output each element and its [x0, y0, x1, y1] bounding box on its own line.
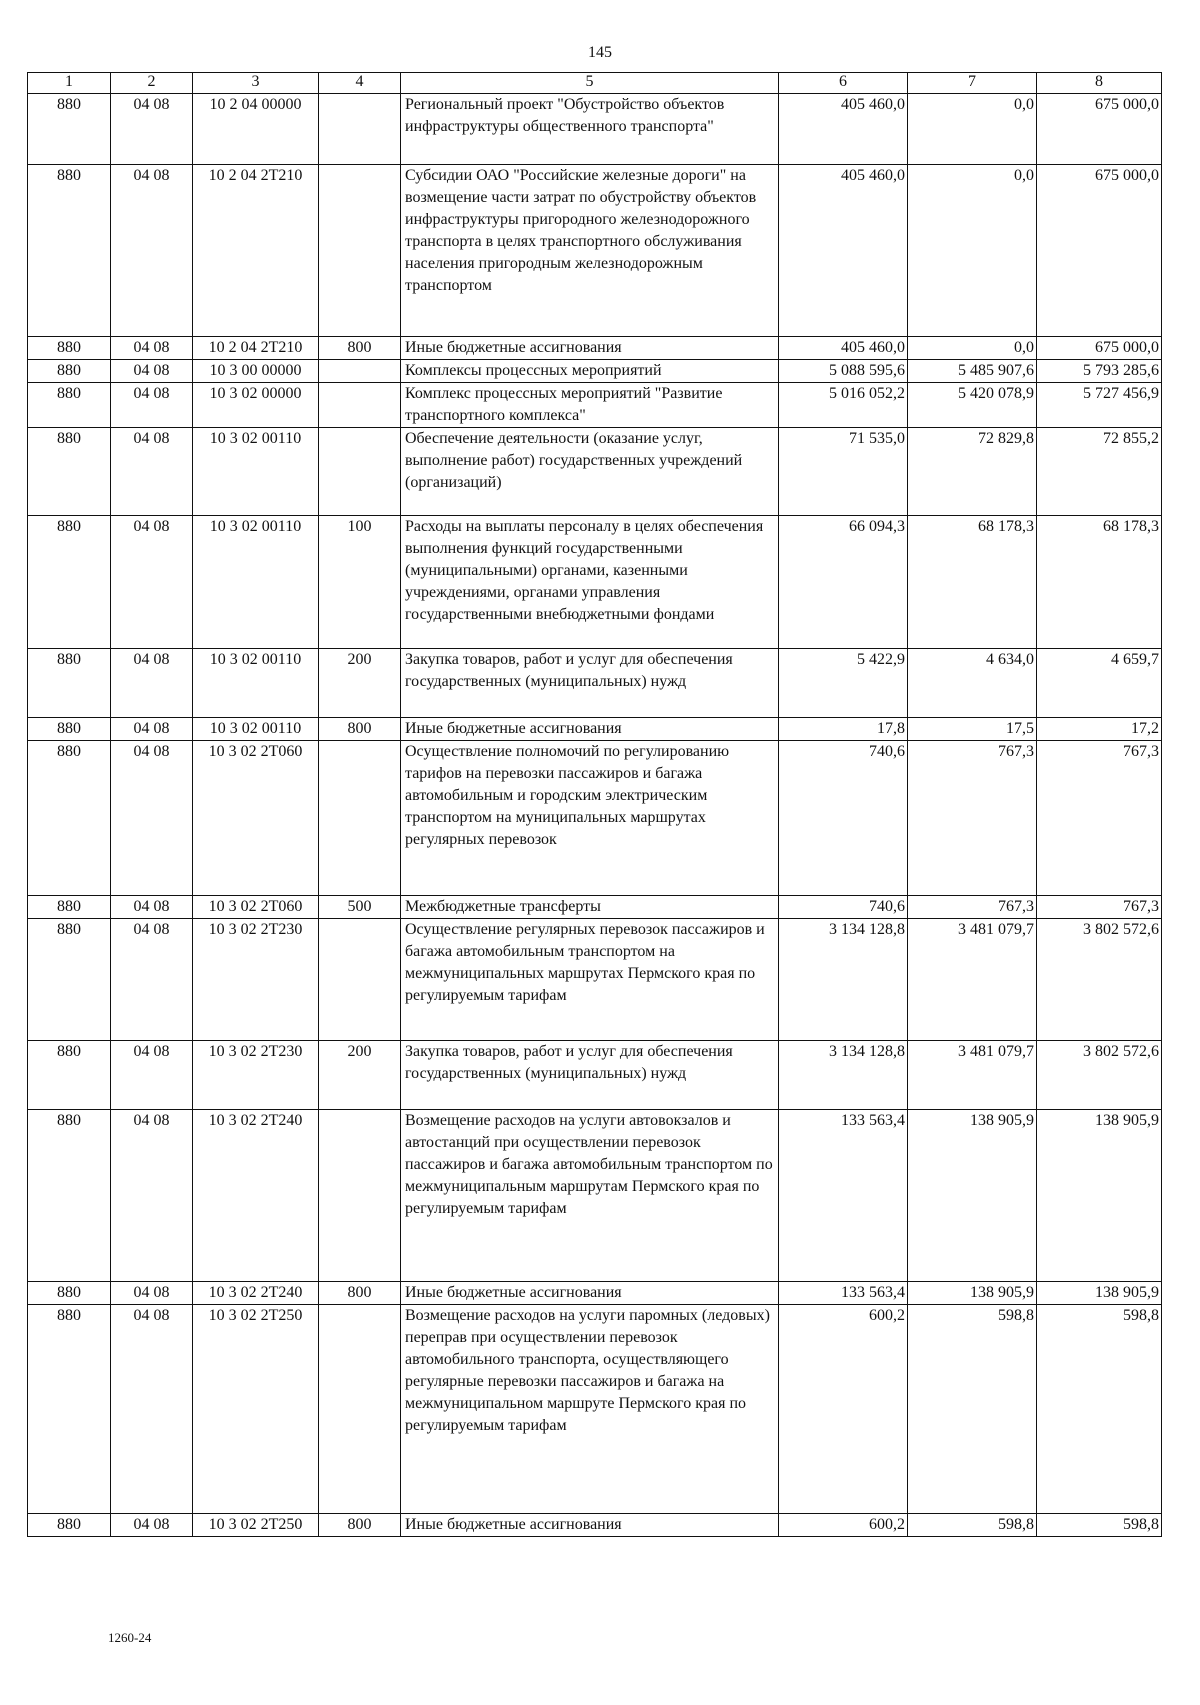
cell-description: Межбюджетные трансферты — [401, 896, 779, 919]
cell-amount-col8: 17,2 — [1037, 718, 1162, 741]
cell-grbs: 880 — [28, 1514, 111, 1537]
cell-amount-col6: 5 088 595,6 — [779, 360, 908, 383]
table-row — [28, 165, 1162, 337]
cell-target-article: 10 3 02 2Т060 — [193, 741, 319, 896]
cell-section: 04 08 — [111, 741, 193, 896]
table-row — [28, 649, 1162, 718]
cell-amount-col8: 598,8 — [1037, 1305, 1162, 1514]
cell-amount-col8: 767,3 — [1037, 741, 1162, 896]
cell-amount-col6: 405 460,0 — [779, 337, 908, 360]
cell-grbs: 880 — [28, 649, 111, 718]
cell-description: Расходы на выплаты персоналу в целях обеспечения выполнения функций государственными (муниципальными) органами, казенными учреждениями, органами управления государственными внебюджетными фондами — [401, 516, 779, 649]
table-row — [28, 741, 1162, 896]
cell-description: Иные бюджетные ассигнования — [401, 337, 779, 360]
cell-grbs: 880 — [28, 1282, 111, 1305]
cell-expense-type — [319, 1110, 401, 1282]
cell-grbs: 880 — [28, 516, 111, 649]
table-row — [28, 94, 1162, 165]
cell-amount-col8: 675 000,0 — [1037, 165, 1162, 337]
cell-amount-col6: 133 563,4 — [779, 1282, 908, 1305]
cell-amount-col8: 767,3 — [1037, 896, 1162, 919]
cell-amount-col7: 3 481 079,7 — [908, 919, 1037, 1041]
cell-amount-col6: 600,2 — [779, 1514, 908, 1537]
cell-amount-col7: 0,0 — [908, 94, 1037, 165]
cell-grbs: 880 — [28, 360, 111, 383]
column-header: 5 — [401, 73, 779, 94]
cell-target-article: 10 3 02 00110 — [193, 649, 319, 718]
cell-section: 04 08 — [111, 383, 193, 428]
cell-section: 04 08 — [111, 94, 193, 165]
cell-target-article: 10 3 02 00000 — [193, 383, 319, 428]
cell-grbs: 880 — [28, 1110, 111, 1282]
cell-amount-col7: 3 481 079,7 — [908, 1041, 1037, 1110]
cell-description: Иные бюджетные ассигнования — [401, 718, 779, 741]
cell-amount-col6: 405 460,0 — [779, 94, 908, 165]
cell-description: Иные бюджетные ассигнования — [401, 1514, 779, 1537]
page-number: 145 — [588, 44, 612, 61]
cell-amount-col7: 5 420 078,9 — [908, 383, 1037, 428]
table-row — [28, 428, 1162, 516]
cell-amount-col8: 3 802 572,6 — [1037, 919, 1162, 1041]
cell-description: Возмещение расходов на услуги паромных (ледовых) переправ при осуществлении перевозок автомобильного транспорта, осуществляющего регулярные перевозки пассажиров и багажа на межмуниципальном маршруте Пермского края по регулируемым тарифам — [401, 1305, 779, 1514]
cell-expense-type: 800 — [319, 1282, 401, 1305]
cell-grbs: 880 — [28, 94, 111, 165]
cell-amount-col7: 4 634,0 — [908, 649, 1037, 718]
cell-amount-col7: 5 485 907,6 — [908, 360, 1037, 383]
cell-description: Региональный проект "Обустройство объектов инфраструктуры общественного транспорта" — [401, 94, 779, 165]
cell-grbs: 880 — [28, 896, 111, 919]
cell-target-article: 10 3 02 2Т230 — [193, 1041, 319, 1110]
cell-description: Осуществление регулярных перевозок пассажиров и багажа автомобильным транспортом на межмуниципальных маршрутах Пермского края по регулируемым тарифам — [401, 919, 779, 1041]
cell-amount-col6: 71 535,0 — [779, 428, 908, 516]
cell-grbs: 880 — [28, 165, 111, 337]
cell-target-article: 10 3 00 00000 — [193, 360, 319, 383]
cell-description: Осуществление полномочий по регулированию тарифов на перевозки пассажиров и багажа автомобильным и городским электрическим транспортом на муниципальных маршрутах регулярных перевозок — [401, 741, 779, 896]
cell-amount-col7: 0,0 — [908, 165, 1037, 337]
footer-code: 1260-24 — [108, 1630, 152, 1645]
cell-section: 04 08 — [111, 1514, 193, 1537]
cell-amount-col8: 138 905,9 — [1037, 1110, 1162, 1282]
cell-section: 04 08 — [111, 1305, 193, 1514]
cell-expense-type: 800 — [319, 1514, 401, 1537]
cell-description: Субсидии ОАО "Российские железные дороги" на возмещение части затрат по обустройству объектов инфраструктуры пригородного железнодорожного транспорта в целях транспортного обслуживания населения пригородным железнодорожным транспортом — [401, 165, 779, 337]
cell-section: 04 08 — [111, 1041, 193, 1110]
table-row — [28, 718, 1162, 741]
cell-description: Закупка товаров, работ и услуг для обеспечения государственных (муниципальных) нужд — [401, 1041, 779, 1110]
table-row — [28, 1110, 1162, 1282]
table-row — [28, 1282, 1162, 1305]
cell-amount-col7: 72 829,8 — [908, 428, 1037, 516]
cell-expense-type: 800 — [319, 337, 401, 360]
cell-description: Иные бюджетные ассигнования — [401, 1282, 779, 1305]
cell-amount-col6: 740,6 — [779, 741, 908, 896]
cell-expense-type: 200 — [319, 1041, 401, 1110]
cell-description: Обеспечение деятельности (оказание услуг, выполнение работ) государственных учреждений (организаций) — [401, 428, 779, 516]
cell-target-article: 10 3 02 2Т230 — [193, 919, 319, 1041]
cell-grbs: 880 — [28, 1305, 111, 1514]
cell-amount-col8: 675 000,0 — [1037, 94, 1162, 165]
table-row — [28, 337, 1162, 360]
cell-grbs: 880 — [28, 919, 111, 1041]
table-row — [28, 896, 1162, 919]
cell-grbs: 880 — [28, 383, 111, 428]
cell-amount-col6: 405 460,0 — [779, 165, 908, 337]
cell-amount-col6: 740,6 — [779, 896, 908, 919]
cell-description: Комплекс процессных мероприятий "Развитие транспортного комплекса" — [401, 383, 779, 428]
cell-section: 04 08 — [111, 1110, 193, 1282]
cell-target-article: 10 2 04 2Т210 — [193, 337, 319, 360]
cell-target-article: 10 2 04 00000 — [193, 94, 319, 165]
cell-grbs: 880 — [28, 337, 111, 360]
cell-amount-col8: 68 178,3 — [1037, 516, 1162, 649]
cell-amount-col6: 133 563,4 — [779, 1110, 908, 1282]
cell-expense-type — [319, 428, 401, 516]
cell-section: 04 08 — [111, 919, 193, 1041]
cell-description: Закупка товаров, работ и услуг для обеспечения государственных (муниципальных) нужд — [401, 649, 779, 718]
table-row — [28, 383, 1162, 428]
cell-amount-col8: 72 855,2 — [1037, 428, 1162, 516]
column-header: 4 — [319, 73, 401, 94]
cell-section: 04 08 — [111, 896, 193, 919]
column-header: 1 — [28, 73, 111, 94]
cell-target-article: 10 3 02 00110 — [193, 516, 319, 649]
cell-section: 04 08 — [111, 718, 193, 741]
cell-amount-col7: 767,3 — [908, 741, 1037, 896]
table-row — [28, 1514, 1162, 1537]
table-body — [28, 94, 1162, 1537]
cell-amount-col6: 66 094,3 — [779, 516, 908, 649]
column-header: 7 — [908, 73, 1037, 94]
cell-amount-col6: 3 134 128,8 — [779, 919, 908, 1041]
cell-amount-col7: 598,8 — [908, 1305, 1037, 1514]
cell-section: 04 08 — [111, 360, 193, 383]
cell-expense-type — [319, 165, 401, 337]
cell-amount-col8: 675 000,0 — [1037, 337, 1162, 360]
cell-amount-col7: 17,5 — [908, 718, 1037, 741]
cell-grbs: 880 — [28, 1041, 111, 1110]
cell-amount-col7: 598,8 — [908, 1514, 1037, 1537]
cell-section: 04 08 — [111, 1282, 193, 1305]
table-row — [28, 919, 1162, 1041]
cell-amount-col6: 3 134 128,8 — [779, 1041, 908, 1110]
cell-expense-type — [319, 919, 401, 1041]
table-row — [28, 1305, 1162, 1514]
cell-amount-col6: 600,2 — [779, 1305, 908, 1514]
cell-amount-col8: 598,8 — [1037, 1514, 1162, 1537]
cell-amount-col8: 138 905,9 — [1037, 1282, 1162, 1305]
cell-amount-col6: 5 016 052,2 — [779, 383, 908, 428]
cell-section: 04 08 — [111, 165, 193, 337]
table-row — [28, 516, 1162, 649]
cell-expense-type: 200 — [319, 649, 401, 718]
cell-amount-col7: 0,0 — [908, 337, 1037, 360]
cell-amount-col7: 138 905,9 — [908, 1282, 1037, 1305]
cell-amount-col7: 767,3 — [908, 896, 1037, 919]
cell-target-article: 10 3 02 2Т240 — [193, 1110, 319, 1282]
cell-description: Комплексы процессных мероприятий — [401, 360, 779, 383]
cell-expense-type — [319, 360, 401, 383]
cell-target-article: 10 3 02 2Т060 — [193, 896, 319, 919]
cell-expense-type — [319, 741, 401, 896]
cell-target-article: 10 3 02 2Т250 — [193, 1305, 319, 1514]
cell-grbs: 880 — [28, 718, 111, 741]
column-header: 6 — [779, 73, 908, 94]
cell-amount-col8: 5 727 456,9 — [1037, 383, 1162, 428]
cell-section: 04 08 — [111, 428, 193, 516]
header-row — [28, 73, 1162, 94]
cell-amount-col7: 138 905,9 — [908, 1110, 1037, 1282]
cell-amount-col7: 68 178,3 — [908, 516, 1037, 649]
cell-expense-type: 800 — [319, 718, 401, 741]
cell-amount-col8: 5 793 285,6 — [1037, 360, 1162, 383]
cell-expense-type: 500 — [319, 896, 401, 919]
budget-table — [27, 72, 1162, 1537]
cell-target-article: 10 2 04 2Т210 — [193, 165, 319, 337]
column-header: 2 — [111, 73, 193, 94]
cell-target-article: 10 3 02 00110 — [193, 718, 319, 741]
table-row — [28, 360, 1162, 383]
cell-target-article: 10 3 02 2Т250 — [193, 1514, 319, 1537]
cell-section: 04 08 — [111, 649, 193, 718]
table-row — [28, 1041, 1162, 1110]
cell-amount-col6: 17,8 — [779, 718, 908, 741]
cell-expense-type — [319, 1305, 401, 1514]
cell-section: 04 08 — [111, 516, 193, 649]
cell-section: 04 08 — [111, 337, 193, 360]
cell-expense-type: 100 — [319, 516, 401, 649]
column-header: 3 — [193, 73, 319, 94]
cell-grbs: 880 — [28, 741, 111, 896]
cell-grbs: 880 — [28, 428, 111, 516]
cell-target-article: 10 3 02 00110 — [193, 428, 319, 516]
cell-expense-type — [319, 383, 401, 428]
cell-amount-col8: 3 802 572,6 — [1037, 1041, 1162, 1110]
cell-target-article: 10 3 02 2Т240 — [193, 1282, 319, 1305]
column-header: 8 — [1037, 73, 1162, 94]
cell-amount-col8: 4 659,7 — [1037, 649, 1162, 718]
cell-amount-col6: 5 422,9 — [779, 649, 908, 718]
cell-description: Возмещение расходов на услуги автовокзалов и автостанций при осуществлении перевозок пассажиров и багажа автомобильным транспортом по межмуниципальным маршрутам Пермского края по регулируемым тарифам — [401, 1110, 779, 1282]
cell-expense-type — [319, 94, 401, 165]
